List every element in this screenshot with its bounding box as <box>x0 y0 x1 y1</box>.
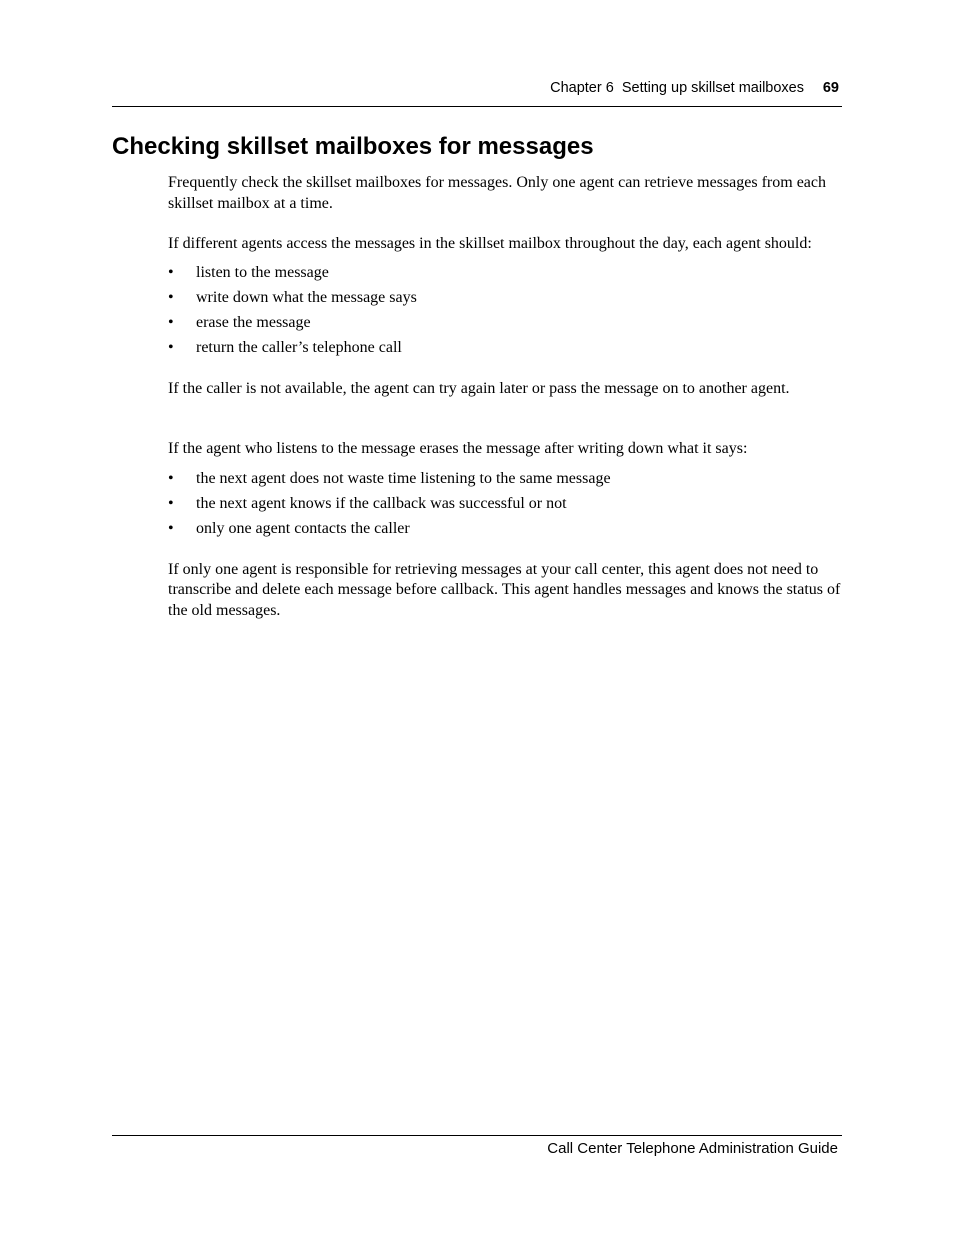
running-header: Chapter 6 Setting up skillset mailboxes <box>550 80 804 96</box>
list-item <box>168 313 844 338</box>
list-item-text: erase the message <box>196 313 311 331</box>
paragraph: If the agent who listens to the message erases the message after writing down what it says: <box>168 440 748 457</box>
paragraph: Frequently check the skillset mailboxes for messages. Only one agent can retrieve messages from each skillset mailbox at a time. <box>168 174 826 212</box>
list-item <box>168 338 844 363</box>
bullet-list <box>168 469 844 544</box>
bullet-marker: • <box>168 338 174 356</box>
page-header <box>112 78 842 107</box>
list-item <box>168 519 844 544</box>
section-title: Checking skillset mailboxes for messages <box>112 133 594 160</box>
paragraph: If the caller is not available, the agent can try again later or pass the message on to another agent. <box>168 379 790 397</box>
bullet-list <box>168 263 844 363</box>
guide-title: Call Center Telephone Administration Guide <box>547 1140 838 1157</box>
paragraph: If different agents access the messages in the skillset mailbox throughout the day, each agent should: <box>168 235 812 252</box>
list-item-text: the next agent knows if the callback was successful or not <box>196 494 567 512</box>
list-item <box>168 288 844 313</box>
list-item <box>168 469 844 494</box>
list-item-text: the next agent does not waste time listening to the same message <box>196 469 611 487</box>
list-item-text: listen to the message <box>196 263 329 281</box>
bullet-marker: • <box>168 288 174 306</box>
page-footer <box>112 1135 842 1162</box>
list-item <box>168 263 844 288</box>
page-number: 69 <box>822 80 839 96</box>
list-item-text: only one agent contacts the caller <box>196 519 410 537</box>
list-item <box>168 494 844 519</box>
list-item-text: return the caller’s telephone call <box>196 338 402 356</box>
bullet-marker: • <box>168 313 174 331</box>
bullet-marker: • <box>168 494 174 512</box>
list-item-text: write down what the message says <box>196 288 417 306</box>
bullet-marker: • <box>168 263 174 281</box>
bullet-marker: • <box>168 469 174 487</box>
section-body <box>168 173 844 621</box>
bullet-marker: • <box>168 519 174 537</box>
paragraph: If only one agent is responsible for retrieving messages at your call center, this agent does not need to transcribe and delete each message before callback. This agent handles messages and knows the status of the old messages. <box>168 560 841 619</box>
